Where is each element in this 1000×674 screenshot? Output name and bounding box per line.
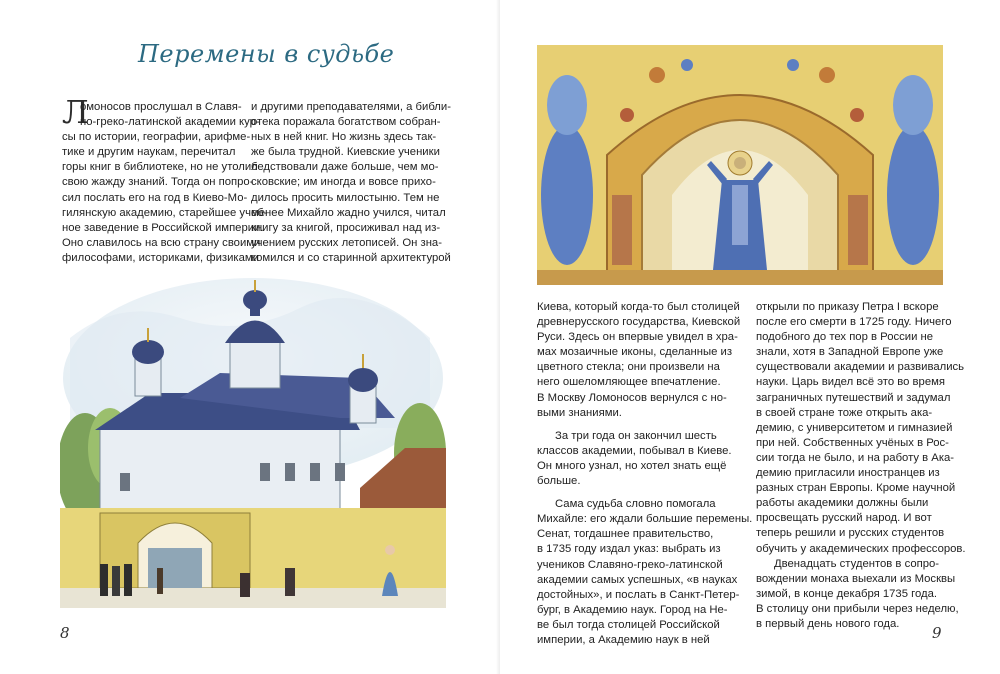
text-line: Киева, который когда-то был столицей <box>537 301 740 313</box>
text-line: демию пригласили иностранцев из <box>756 467 940 480</box>
left-column-1 <box>62 100 268 266</box>
text-line: В столицу они прибыли через неделю, <box>756 602 959 615</box>
text-line: дилось просить милостыню. Тем не <box>251 191 440 204</box>
text-line: учением русских летописей. Он зна- <box>251 236 442 249</box>
text-line: Он много узнал, но хотел знать ещё <box>537 459 727 472</box>
page-title: Перемены в судьбе <box>138 40 395 68</box>
text-line: гилянскую академию, старейшее учеб- <box>62 206 268 219</box>
text-line: Михайле: его ждали большие перемены. <box>537 513 753 526</box>
text-line: тике и другим наукам, перечитал <box>62 146 236 159</box>
text-line: демию, с университетом и гимназией <box>756 421 953 434</box>
text-line: достойных», и послать в Санкт-Петер- <box>537 588 740 601</box>
text-line: выми знаниями. <box>537 406 622 419</box>
text-line: и другими преподавателями, а библи- <box>251 101 451 113</box>
text-line: при ней. Собственных учёных в Рос- <box>756 436 949 449</box>
right-page <box>500 0 1000 674</box>
text-line: Сама судьба словно помогала <box>555 498 716 511</box>
text-line: обучить у академических профессоров. <box>756 542 966 555</box>
text-line: зимой, в конце декабря 1735 года. <box>756 587 938 600</box>
text-line: академии самых успешных, «в науках <box>537 573 738 586</box>
text-line: омоносов прослушал в Славя- <box>80 101 242 113</box>
text-line: в своей стране тоже открыть ака- <box>756 406 933 419</box>
text-line: империи, а Академию наук в ней <box>537 633 710 646</box>
text-line: существовали академии и развивались <box>756 361 965 374</box>
page-number: 8 <box>60 624 70 642</box>
church-illustration <box>60 278 446 608</box>
text-line: ных в ней книг. Но жизнь здесь так- <box>251 131 437 144</box>
text-line: древнерусского государства, Киевской <box>537 316 741 329</box>
text-line: работы академики должны были <box>756 497 929 510</box>
text-line: него ошеломляющее впечатление. <box>537 376 721 389</box>
left-column-2 <box>251 100 451 266</box>
text-line: просвещать русский народ. И вот <box>756 512 932 525</box>
drop-cap: Л <box>62 93 89 131</box>
text-line: книгу за книгой, просиживал над из- <box>251 221 441 234</box>
text-line: разных стран Европы. Кроме научной <box>756 482 956 495</box>
text-line: ве был тогда столицей Российской <box>537 618 720 631</box>
text-line: знали, хотя в Западной Европе уже <box>756 346 944 359</box>
text-line: после его смерти в 1725 году. Ничего <box>756 316 952 329</box>
text-line: заграничных путешествий и задумал <box>756 391 951 404</box>
text-line: мах мозаичные иконы, сделанные из <box>537 346 733 359</box>
text-line: комился и со старинной архитектурой <box>251 251 451 264</box>
text-line: бедствовали даже больше, чем мо- <box>251 161 439 174</box>
text-line: сковские; им иногда и вовсе прихо- <box>251 176 436 189</box>
text-line: но-греко-латинской академии кур- <box>80 116 260 129</box>
text-line: За три года он закончил шесть <box>555 429 717 442</box>
mosaic-illustration <box>537 45 943 285</box>
text-line: учеников Славяно-греко-латинской <box>537 558 723 571</box>
text-line: в 1735 году издал указ: выбрать из <box>537 543 721 556</box>
text-line: больше. <box>537 475 581 488</box>
text-line: классов академии, побывал в Киеве. <box>537 444 732 457</box>
text-line: горы книг в библиотеке, но не утолил <box>62 161 258 174</box>
text-line: науки. Царь видел всё это во время <box>756 376 945 389</box>
right-column-2 <box>756 300 966 632</box>
text-line: отека поражала богатством собран- <box>251 116 441 129</box>
text-line: теперь решили и русских студентов <box>756 527 945 540</box>
text-line: подобного до тех пор в России не <box>756 331 934 344</box>
text-line: В Москву Ломоносов вернулся с но- <box>537 391 727 404</box>
page-number: 9 <box>932 624 942 642</box>
text-line: в первый день нового года. <box>756 617 900 630</box>
text-line: Двенадцать студентов в сопро- <box>774 557 940 570</box>
text-line: сы по истории, географии, арифме- <box>62 131 251 144</box>
text-line: бург, в Академию наук. Город на Не- <box>537 603 728 616</box>
text-line: Оно славилось на всю страну своими <box>62 236 261 249</box>
text-line: сии тогда не было, и на работу в Ака- <box>756 451 955 464</box>
text-line: философами, историками, физиками <box>62 251 259 264</box>
text-line: ное заведение в Российской империи. <box>62 221 264 234</box>
text-line: менее Михайло жадно учился, читал <box>251 206 446 219</box>
text-line: же была трудной. Киевские ученики <box>251 146 440 159</box>
text-line: цветного стекла; они произвели на <box>537 361 720 374</box>
text-line: Сенат, тогдашнее правительство, <box>537 528 714 541</box>
text-line: открыли по приказу Петра I вскоре <box>756 301 939 313</box>
text-line: свою жажду знаний. Тогда он попро- <box>62 176 254 189</box>
text-line: вождении монаха выехали из Москвы <box>756 572 956 585</box>
text-line: сил послать его на год в Киево-Мо- <box>62 191 248 204</box>
text-line: Руси. Здесь он впервые увидел в хра- <box>537 331 738 344</box>
right-column-1 <box>537 300 753 648</box>
